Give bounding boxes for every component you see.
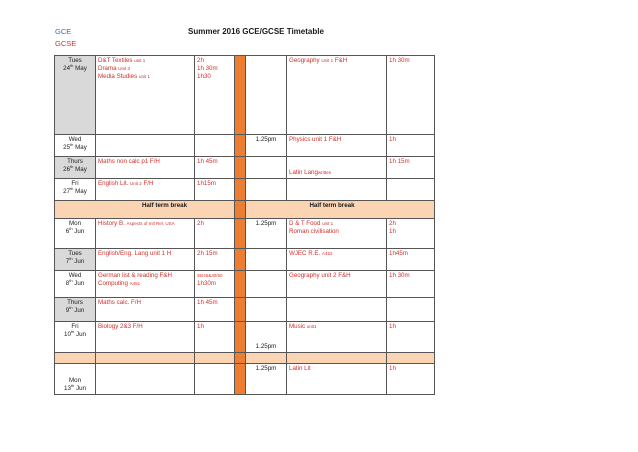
afternoon-duration-cell: 1h: [387, 322, 435, 353]
afternoon-exam-cell: Music unit1: [287, 322, 387, 353]
table-row: [55, 364, 435, 395]
day-cell: Thurs 26th May: [55, 157, 96, 179]
afternoon-duration-cell: [387, 179, 435, 201]
afternoon-exam-cell: [287, 353, 387, 364]
table-row: [55, 56, 435, 135]
afternoon-duration-cell: 1h 15m: [387, 157, 435, 179]
day-cell: Tues 7th Jun: [55, 249, 96, 271]
morning-exam-cell: [96, 135, 195, 157]
legend-gcse: GCSE: [55, 39, 77, 48]
day-cell: Wed 8th Jun: [55, 271, 96, 298]
morning-exam-cell: Maths calc. F/H: [96, 298, 195, 322]
morning-duration-cell: 2h: [195, 219, 235, 249]
divider-cell: [235, 157, 246, 179]
day-cell: Mon 6th Jun: [55, 219, 96, 249]
page-title: Summer 2016 GCE/GCSE Timetable: [188, 27, 324, 36]
morning-duration-cell: 1h15m: [195, 179, 235, 201]
afternoon-exam-cell: [287, 298, 387, 322]
morning-duration-cell: [195, 135, 235, 157]
divider-cell: [235, 179, 246, 201]
afternoon-exam-cell: Physics unit 1 F&H: [287, 135, 387, 157]
morning-exam-cell: Maths non calc p1 F/H: [96, 157, 195, 179]
morning-duration-cell: 1h: [195, 322, 235, 353]
morning-duration-cell: 1h 45m: [195, 157, 235, 179]
day-cell: Fri 27th May: [55, 179, 96, 201]
morning-exam-cell: German list & reading F&H Computing A451: [96, 271, 195, 298]
table-row: [55, 298, 435, 322]
time-cell: [246, 56, 287, 135]
morning-exam-cell: English Lit. Unit 2 F/H: [96, 179, 195, 201]
morning-duration-cell: 2h 15m: [195, 249, 235, 271]
half-term-label: Half term break: [309, 202, 355, 209]
morning-exam-cell: D&T Textiles unit 1 Drama Unit 3 Media Studies unit 1: [96, 56, 195, 135]
day-cell: [55, 353, 96, 364]
day-cell: Mon 13th Jun: [55, 364, 96, 395]
divider-cell: [235, 271, 246, 298]
time-cell: [246, 298, 287, 322]
day-cell: Fri 10th Jun: [55, 322, 96, 353]
time-cell: 1.25pm: [246, 135, 287, 157]
afternoon-exam-cell: Latin Langwritten: [287, 157, 387, 179]
afternoon-exam-cell: Geography Unit 1 F&H: [287, 56, 387, 135]
morning-exam-cell: [96, 364, 195, 395]
day-cell: Thurs 9th Jun: [55, 298, 96, 322]
morning-exam-cell: History B. Aspects of Intl Rel. USA: [96, 219, 195, 249]
morning-duration-cell: [195, 353, 235, 364]
timetable: [54, 55, 435, 395]
divider-cell: [235, 249, 246, 271]
table-row: [55, 179, 435, 201]
afternoon-duration-cell: 1h: [387, 135, 435, 157]
morning-duration-cell: 35/45&30/50 1h30m: [195, 271, 235, 298]
afternoon-exam-cell: [287, 179, 387, 201]
time-cell: [246, 179, 287, 201]
time-cell: [246, 271, 287, 298]
afternoon-exam-cell: Geography unit 2 F&H: [287, 271, 387, 298]
table-row: [55, 353, 435, 364]
afternoon-duration-cell: 1h 30m: [387, 271, 435, 298]
morning-duration-cell: 1h 45m: [195, 298, 235, 322]
afternoon-duration-cell: [387, 353, 435, 364]
half-term-cell: [246, 201, 435, 219]
half-term-cell: [55, 201, 235, 219]
afternoon-duration-cell: 1h: [387, 364, 435, 395]
divider-cell: [235, 219, 246, 249]
divider-cell: [235, 135, 246, 157]
morning-duration-cell: [195, 364, 235, 395]
divider-cell: [235, 364, 246, 395]
afternoon-duration-cell: 2h 1h: [387, 219, 435, 249]
afternoon-duration-cell: [387, 298, 435, 322]
afternoon-duration-cell: 1h45m: [387, 249, 435, 271]
legend-gce: GCE: [55, 27, 72, 36]
table-row: [55, 157, 435, 179]
afternoon-exam-cell: Latin Lit: [287, 364, 387, 395]
divider-cell: [235, 353, 246, 364]
half-term-label: Half term break: [141, 202, 188, 209]
morning-exam-cell: English/Eng. Lang unit 1 H: [96, 249, 195, 271]
table-row: [55, 135, 435, 157]
morning-exam-cell: [96, 353, 195, 364]
morning-exam-cell: Biology 2&3 F/H: [96, 322, 195, 353]
table-row: [55, 322, 435, 353]
afternoon-duration-cell: 1h 30m: [387, 56, 435, 135]
table-row: [55, 219, 435, 249]
time-cell: 1.25pm: [246, 364, 287, 395]
half-term-row: [55, 201, 435, 219]
time-cell: [246, 353, 287, 364]
time-cell: [246, 249, 287, 271]
divider-cell: [235, 298, 246, 322]
morning-duration-cell: 2h 1h 30m 1h30: [195, 56, 235, 135]
divider-cell: [235, 56, 246, 135]
divider-cell: [235, 322, 246, 353]
table-row: [55, 271, 435, 298]
time-cell: 1.25pm: [246, 322, 287, 353]
time-cell: 1.25pm: [246, 219, 287, 249]
table-row: [55, 249, 435, 271]
afternoon-exam-cell: WJEC R.E. A452: [287, 249, 387, 271]
afternoon-exam-cell: D & T Food unit 1 Roman civilisation: [287, 219, 387, 249]
day-cell: Tues 24th May: [55, 56, 96, 135]
time-cell: [246, 157, 287, 179]
divider-cell: [235, 201, 246, 219]
day-cell: Wed 25th May: [55, 135, 96, 157]
